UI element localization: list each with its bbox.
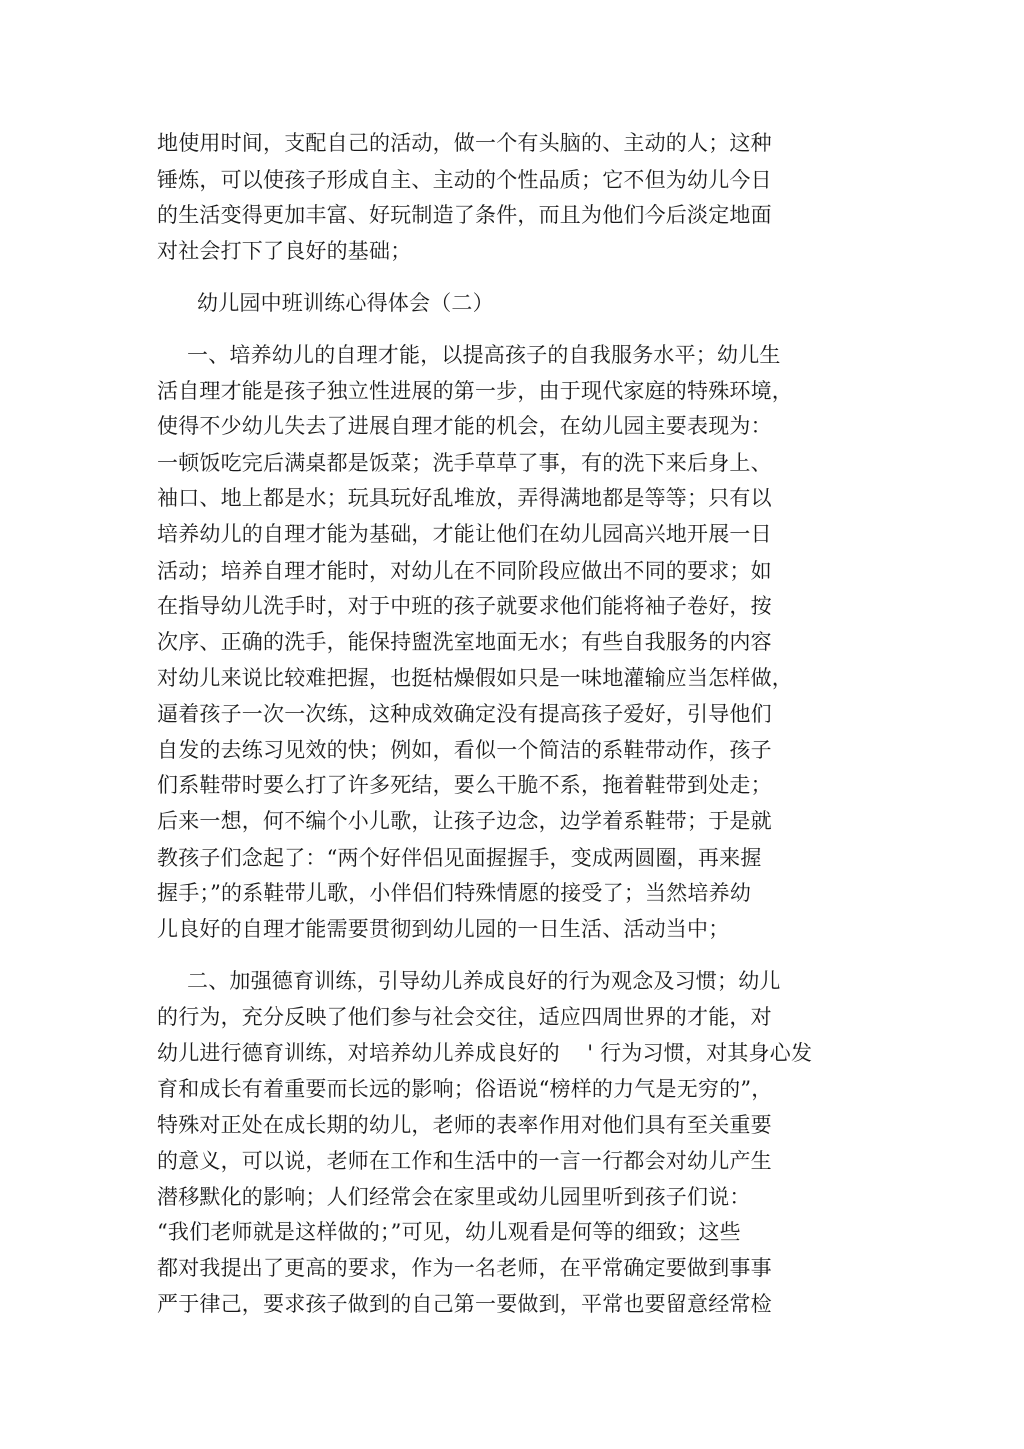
text-line: 对幼儿来说比较难把握，也挺枯燥假如只是一味地灌输应当怎样做， (157, 666, 793, 690)
text-line: 活动；培养自理才能时，对幼儿在不同阶段应做出不同的要求；如 (157, 559, 772, 583)
text-line: 握手；”的系鞋带儿歌，小伴侣们特殊情愿的接受了；当然培养幼 (157, 881, 752, 905)
text-line: 严于律己，要求孩子做到的自己第一要做到，平常也要留意经常检 (157, 1292, 772, 1316)
text-line: 地使用时间，支配自己的活动，做一个有头脑的、主动的人；这种 (157, 131, 772, 155)
text-line: 使得不少幼儿失去了进展自理才能的机会，在幼儿园主要表现为： (157, 414, 772, 438)
text-line: 一、培养幼儿的自理才能，以提高孩子的自我服务水平；幼儿生 (187, 343, 781, 367)
text-line: 对社会打下了良好的基础； (157, 239, 412, 263)
text-line: 特殊对正处在成长期的幼儿，老师的表率作用对他们具有至关重要 (157, 1113, 772, 1137)
text-line: “我们老师就是这样做的；”可见，幼儿观看是何等的细致；这些 (157, 1220, 741, 1244)
text-line: 一顿饭吃完后满桌都是饭菜；洗手草草了事，有的洗下来后身上、 (157, 451, 772, 475)
text-line: 的意义，可以说，老师在工作和生活中的一言一行都会对幼儿产生 (157, 1149, 772, 1173)
text-line: 都对我提出了更高的要求，作为一名老师，在平常确定要做到事事 (157, 1256, 772, 1280)
text-line: 二、加强德育训练，引导幼儿养成良好的行为观念及习惯；幼儿 (187, 969, 781, 993)
text-line: 教孩子们念起了：“两个好伴侣见面握握手，变成两圆圈，再来握 (157, 846, 762, 870)
text-line: 潜移默化的影响；人们经常会在家里或幼儿园里听到孩子们说： (157, 1185, 751, 1209)
text-line: 的生活变得更加丰富、好玩制造了条件，而且为他们今后淡定地面 (157, 203, 772, 227)
text-line: 活自理才能是孩子独立性进展的第一步，由于现代家庭的特殊环境， (157, 379, 793, 403)
text-line: 育和成长有着重要而长远的影响；俗语说“榜样的力气是无穷的”， (157, 1077, 773, 1101)
text-line: 袖口、地上都是水；玩具玩好乱堆放，弄得满地都是等等；只有以 (157, 486, 772, 510)
text-line: 锤炼，可以使孩子形成自主、主动的个性品质；它不但为幼儿今日 (157, 168, 772, 192)
section-title: 幼儿园中班训练心得体会（二） (197, 291, 494, 315)
text-line: 后来一想，何不编个小儿歌，让孩子边念，边学着系鞋带；于是就 (157, 809, 772, 833)
text-line: 们系鞋带时要么打了许多死结，要么干脆不系，拖着鞋带到处走； (157, 773, 772, 797)
text-line: 次序、正确的洗手，能保持盥洗室地面无水；有些自我服务的内容 (157, 630, 772, 654)
text-line: 逼着孩子一次一次练，这种成效确定没有提高孩子爱好，引导他们 (157, 702, 772, 726)
text-line: 自发的去练习见效的快；例如，看似一个简洁的系鞋带动作，孩子 (157, 738, 772, 762)
text-line: 的行为，充分反映了他们参与社会交往，适应四周世界的才能，对 (157, 1005, 772, 1029)
text-line: 培养幼儿的自理才能为基础，才能让他们在幼儿园高兴地开展一日 (157, 522, 772, 546)
text-line: 在指导幼儿洗手时，对于中班的孩子就要求他们能将袖子卷好，按 (157, 594, 772, 618)
text-line: 幼儿进行德育训练，对培养幼儿养成良好的 ' 行为习惯，对其身心发 (157, 1041, 813, 1065)
text-line: 儿良好的自理才能需要贯彻到幼儿园的一日生活、活动当中； (157, 917, 730, 941)
